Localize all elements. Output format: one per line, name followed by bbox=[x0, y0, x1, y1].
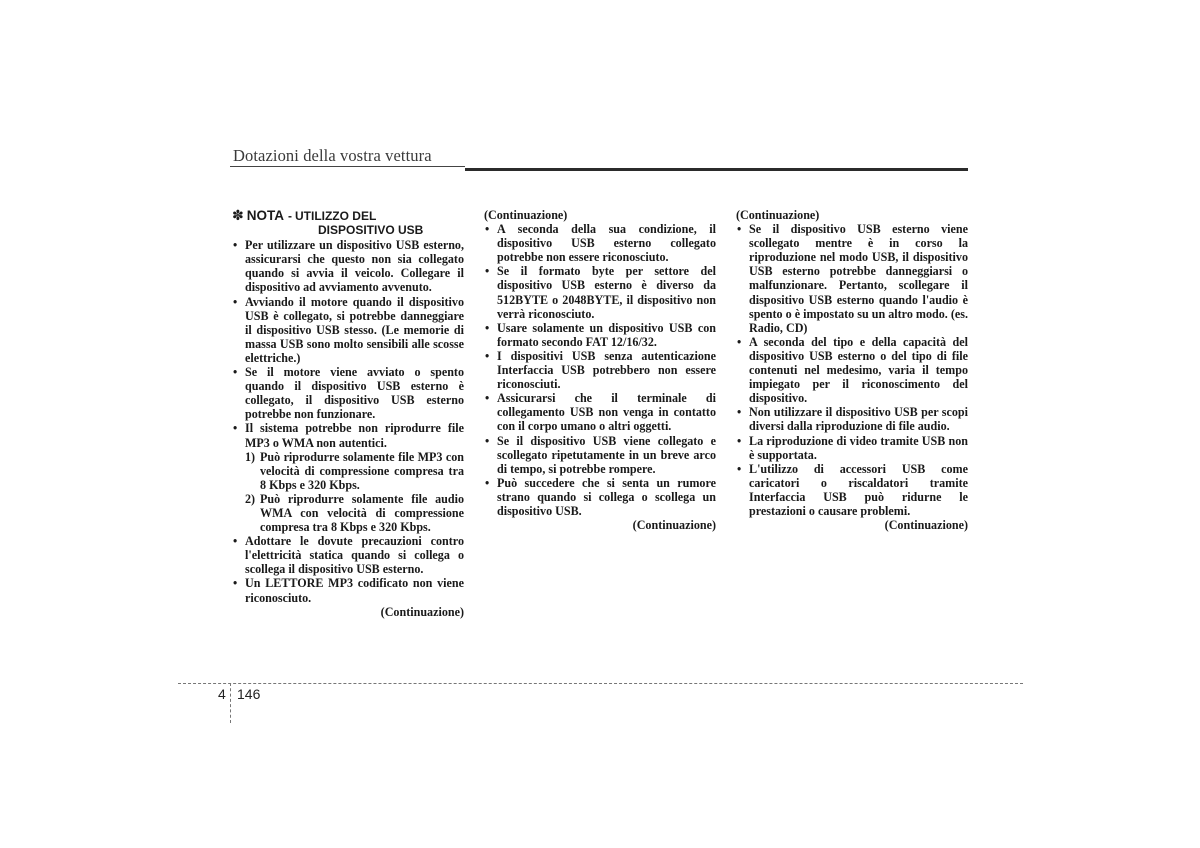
bullet-list bbox=[736, 222, 968, 518]
list-item: • A seconda della sua condizione, il dispositivo USB esterno collegato potrebbe non essere riconosciuto. bbox=[484, 222, 716, 264]
footer-dashed-rule bbox=[178, 683, 1023, 684]
text-column-1 bbox=[232, 208, 464, 619]
list-item: • Se il formato byte per settore del dispositivo USB esterno è diverso da 512BYTE o 2048BYTE, il dispositivo non verrà riconosciuto. bbox=[484, 264, 716, 320]
list-item: • La riproduzione di video tramite USB non è supportata. bbox=[736, 434, 968, 462]
list-item: • Se il motore viene avviato o spento quando il dispositivo USB esterno è collegato, il dispositivo USB esterno potrebbe non funzionare. bbox=[232, 365, 464, 421]
list-item: • Usare solamente un dispositivo USB con formato secondo FAT 12/16/32. bbox=[484, 321, 716, 349]
list-item: • L'utilizzo di accessori USB come caricatori o riscaldatori tramite Interfaccia USB può ridurne le prestazioni o causare problemi. bbox=[736, 462, 968, 518]
bullet-list bbox=[232, 238, 464, 604]
list-item: • Adottare le dovute precauzioni contro l'elettricità statica quando si collega o scollega il dispositivo USB esterno. bbox=[232, 534, 464, 576]
list-item: • I dispositivi USB senza autenticazione Interfaccia USB potrebbero non essere riconosciuti. bbox=[484, 349, 716, 391]
sub-item-text: Può riprodurre solamente file audio WMA con velocità di compressione compresa tra 8 Kbps e 320 Kbps. bbox=[260, 491, 464, 535]
list-item: • Per utilizzare un dispositivo USB esterno, assicurarsi che questo non sia collegato quando si avvia il veicolo. Collegare il dispositivo ad avviamento avvenuto. bbox=[232, 238, 464, 294]
nota-label: NOTA bbox=[246, 208, 284, 223]
nota-title-line1: UTILIZZO DEL bbox=[294, 209, 377, 223]
continued-label-top: (Continuazione) bbox=[736, 208, 820, 222]
list-item: • Se il dispositivo USB viene collegato e scollegato ripetutamente in un breve arco di tempo, si potrebbe rompere. bbox=[484, 434, 716, 476]
continued-label: (Continuazione) bbox=[632, 518, 716, 533]
footer-dashed-vertical-rule bbox=[230, 683, 231, 723]
nota-title-line2: DISPOSITIVO USB bbox=[318, 223, 424, 238]
list-item: • Se il dispositivo USB esterno viene scollegato mentre è in corso la riproduzione nel modo USB, il dispositivo USB esterno potrebbe danneggiarsi o malfunzionare. Pertanto, scollegare il dispositivo USB esterno quando l'audio è spento o è impostato su un altro modo. (es. Radio, CD) bbox=[736, 222, 968, 335]
list-item: • Un LETTORE MP3 codificato non viene riconosciuto. bbox=[232, 576, 464, 604]
list-item: • Avviando il motore quando il dispositivo USB è collegato, si potrebbe danneggiare il dispositivo USB stesso. (Le memorie di massa USB sono molto sensibili alle scosse elettriche.) bbox=[232, 295, 464, 365]
bullet-list bbox=[484, 222, 716, 518]
nota-star-icon: ✽ bbox=[232, 207, 244, 223]
sub-item-number: 1) bbox=[245, 449, 256, 464]
nota-heading bbox=[232, 208, 464, 237]
header-thin-rule bbox=[230, 166, 465, 167]
text-column-2 bbox=[484, 208, 716, 532]
list-item: • Assicurarsi che il terminale di collegamento USB non venga in contatto con il corpo umano o altri oggetti. bbox=[484, 391, 716, 433]
continued-label-top: (Continuazione) bbox=[484, 208, 568, 222]
sub-list-item bbox=[245, 450, 464, 492]
nota-dash: - bbox=[287, 209, 292, 223]
chapter-number: 4 bbox=[218, 686, 226, 702]
list-item: • A seconda del tipo e della capacità del dispositivo USB esterno o del tipo di file contenuti nel medesimo, varia il tempo impiegato per il riconoscimento del dispositivo. bbox=[736, 335, 968, 405]
sub-item-text: Può riprodurre solamente file MP3 con velocità di compressione compresa tra 8 Kbps e 320 Kbps. bbox=[260, 449, 464, 492]
page-header-title: Dotazioni della vostra vettura bbox=[233, 146, 432, 165]
sub-item-number: 2) bbox=[245, 491, 256, 506]
list-item bbox=[232, 421, 464, 534]
sub-list bbox=[245, 450, 464, 535]
list-item-text: Il sistema potrebbe non riprodurre file MP3 o WMA non autentici. bbox=[245, 421, 464, 450]
header-thick-rule bbox=[465, 168, 968, 171]
list-item: • Non utilizzare il dispositivo USB per scopi diversi dalla riproduzione di file audio. bbox=[736, 405, 968, 433]
continued-label: (Continuazione) bbox=[380, 604, 464, 619]
list-item: • Può succedere che si senta un rumore strano quando si collega o scollega un dispositivo USB. bbox=[484, 476, 716, 518]
page-number: 146 bbox=[237, 686, 261, 702]
sub-list-item bbox=[245, 492, 464, 534]
continued-label: (Continuazione) bbox=[884, 518, 968, 533]
text-column-3 bbox=[736, 208, 968, 532]
